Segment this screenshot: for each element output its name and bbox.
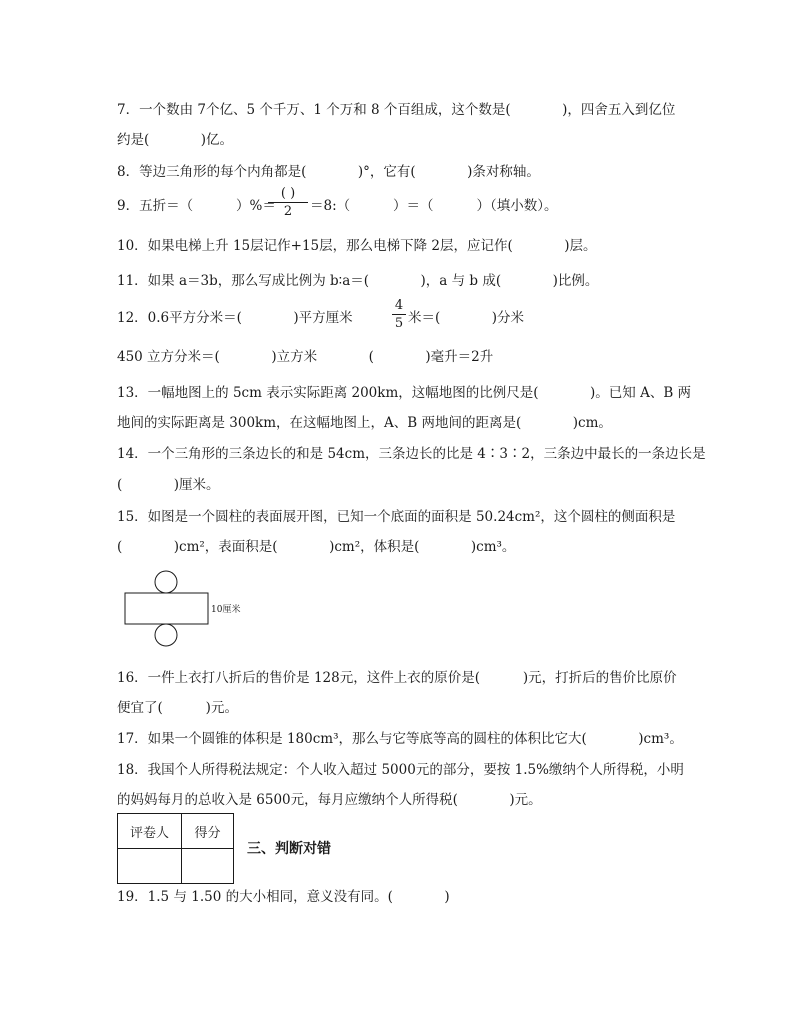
question-13-line-2: 地间的实际距离是 300km，在这幅地图上，A、B 两地间的距离是( )cm。 <box>117 415 612 431</box>
section-title: 三、判断对错 <box>247 841 331 857</box>
question-14-line-1: 14．一个三角形的三条边长的和是 54cm，三条边长的比是 4∶3∶2，三条边中最长的一条边长是 <box>117 446 706 462</box>
lateral-rectangle <box>125 593 208 624</box>
score-table <box>117 813 234 884</box>
fraction-bar <box>268 202 308 203</box>
question-12-line-2: 450 立方分米＝( )立方米 ( )毫升＝2升 <box>117 349 494 365</box>
question-18-line-1: 18．我国个人所得税法规定：个人收入超过 5000元的部分，要按 1.5%缴纳个人所得税，小明 <box>117 762 684 778</box>
grader-cell <box>118 849 182 884</box>
question-10: 10．如果电梯上升 15层记作+15层，那么电梯下降 2层，应记作( )层。 <box>117 238 597 254</box>
question-9-part-a: 9．五折＝（ ）%＝ <box>117 198 276 214</box>
bottom-base-circle <box>155 624 177 646</box>
question-19: 19．1.5 与 1.50 的大小相同，意义没有同。( ) <box>117 889 450 905</box>
question-13-line-1: 13．一幅地图上的 5cm 表示实际距离 200km，这幅地图的比例尺是( )。已知 A、B 两 <box>117 385 692 401</box>
question-16-line-2: 便宜了( )元。 <box>117 700 238 716</box>
question-17: 17．如果一个圆锥的体积是 180cm³，那么与它等底等高的圆柱的体积比它大( )cm³。 <box>117 731 683 747</box>
top-base-circle <box>155 571 177 593</box>
question-7-line-1: 7．一个数由 7个亿、5 个千万、1 个万和 8 个百组成，这个数是( )，四舍五入到亿位 <box>117 102 676 118</box>
score-cell <box>182 849 234 884</box>
question-8: 8．等边三角形的每个内角都是( )°，它有( )条对称轴。 <box>117 164 540 180</box>
question-18-line-2: 的妈妈每月的总收入是 6500元，每月应缴纳个人所得税( )元。 <box>117 792 542 808</box>
height-label: 10厘米 <box>211 605 241 615</box>
fraction-denominator: 2 <box>283 204 293 219</box>
question-9-fraction <box>268 186 308 219</box>
question-9-part-b: ＝8:（ ）＝（ ）（填小数）。 <box>310 198 558 214</box>
fraction-denominator: 5 <box>394 316 404 331</box>
fraction-numerator: ( ) <box>280 186 296 201</box>
fraction-numerator: 4 <box>394 298 404 313</box>
question-7-line-2: 约是( )亿。 <box>117 132 234 148</box>
question-15-line-1: 15．如图是一个圆柱的表面展开图，已知一个底面的面积是 50.24cm²，这个圆柱的侧面积是 <box>117 509 676 525</box>
question-16-line-1: 16．一件上衣打八折后的售价是 128元，这件上衣的原价是( )元，打折后的售价比原价 <box>117 670 677 686</box>
question-12-part-b: 米＝( )分米 <box>408 310 525 326</box>
score-header: 得分 <box>182 814 234 849</box>
question-14-line-2: ( )厘米。 <box>117 477 220 493</box>
grader-header: 评卷人 <box>118 814 182 849</box>
question-12-fraction <box>392 298 406 331</box>
cylinder-net-figure <box>120 570 260 650</box>
question-15-line-2: ( )cm²，表面积是( )cm²，体积是( )cm³。 <box>117 539 516 555</box>
fraction-bar <box>392 314 406 315</box>
question-11: 11．如果 a＝3b，那么写成比例为 b∶a＝( )，a 与 b 成( )比例。 <box>117 273 599 289</box>
question-12-part-a: 12．0.6平方分米＝( )平方厘米 <box>117 310 353 326</box>
